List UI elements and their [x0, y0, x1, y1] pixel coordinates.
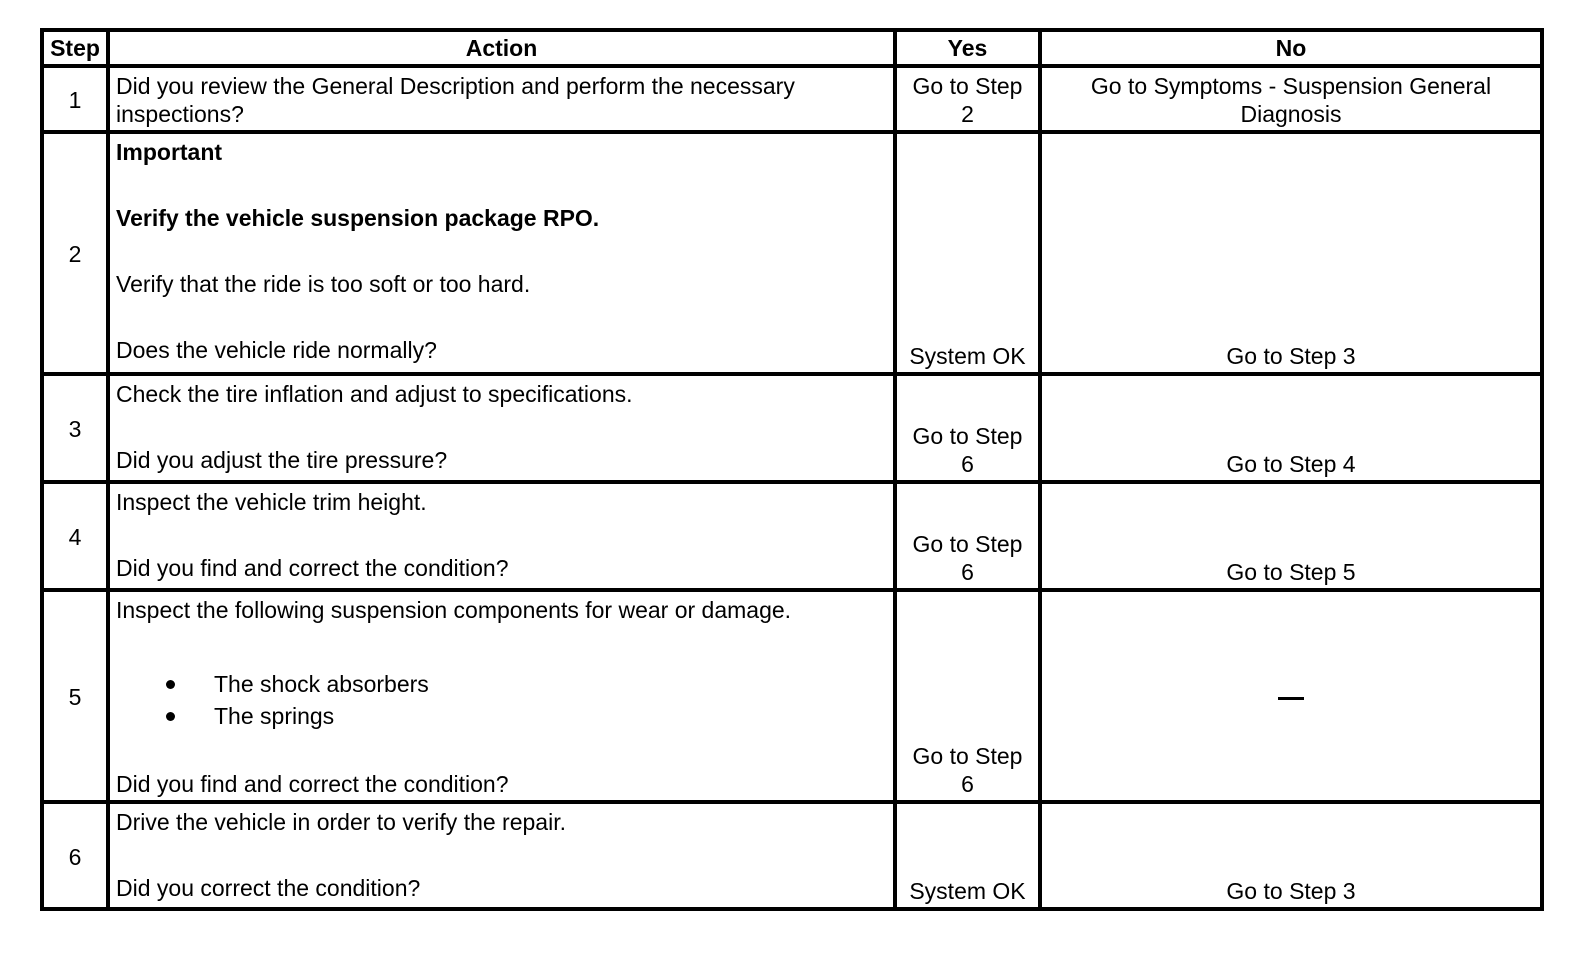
- table-row: [42, 482, 1542, 590]
- yes-text: Go to Step 6: [912, 531, 1023, 585]
- list-item: [116, 668, 887, 700]
- step-number: 2: [42, 132, 108, 374]
- table-row: [42, 66, 1542, 132]
- action-cell: [108, 66, 895, 132]
- spacer: [116, 298, 887, 336]
- spacer: [116, 232, 887, 270]
- important-label: Important: [116, 139, 223, 165]
- yes-text: System OK: [909, 343, 1026, 369]
- yes-cell: [895, 802, 1040, 909]
- component-list: [116, 668, 887, 732]
- action-text: Check the tire inflation and adjust to specifications.: [116, 381, 633, 407]
- list-item-text: The shock absorbers: [214, 671, 429, 697]
- action-text: Inspect the vehicle trim height.: [116, 489, 427, 515]
- list-item-text: The springs: [214, 703, 335, 729]
- action-question: Did you correct the condition?: [116, 875, 421, 901]
- table-row: [42, 132, 1542, 374]
- list-item: [116, 700, 887, 732]
- yes-text: Go to Step 6: [912, 423, 1023, 477]
- yes-text: System OK: [909, 878, 1026, 904]
- action-question: Did you adjust the tire pressure?: [116, 447, 448, 473]
- action-cell: [108, 802, 895, 909]
- action-cell: [108, 482, 895, 590]
- yes-cell: [895, 132, 1040, 374]
- no-text: Go to Step 3: [1226, 343, 1356, 369]
- yes-cell: [895, 66, 1040, 132]
- no-text: Go to Step 3: [1226, 878, 1356, 904]
- header-no: No: [1040, 30, 1542, 66]
- action-question: Does the vehicle ride normally?: [116, 337, 437, 363]
- no-cell: [1040, 802, 1542, 909]
- yes-cell: [895, 590, 1040, 802]
- action-question: Did you find and correct the condition?: [116, 555, 509, 581]
- header-step: Step: [42, 30, 108, 66]
- header-action: Action: [108, 30, 895, 66]
- spacer: [116, 408, 887, 446]
- action-text: Did you review the General Description and perform the necessary inspections?: [116, 73, 795, 127]
- action-cell: [108, 132, 895, 374]
- action-question: Did you find and correct the condition?: [116, 771, 509, 797]
- step-number: 5: [42, 590, 108, 802]
- important-text: Verify the vehicle suspension package RPO.: [116, 205, 600, 231]
- yes-cell: [895, 374, 1040, 482]
- bullet-icon: [166, 680, 175, 689]
- no-cell: [1040, 590, 1542, 802]
- no-cell: [1040, 66, 1542, 132]
- action-cell: [108, 590, 895, 802]
- header-yes: Yes: [895, 30, 1040, 66]
- step-number: 3: [42, 374, 108, 482]
- spacer: [116, 516, 887, 554]
- spacer: [116, 166, 887, 204]
- step-number: 6: [42, 802, 108, 909]
- no-text: [1304, 683, 1305, 684]
- step-number: 1: [42, 66, 108, 132]
- table-header-row: [42, 30, 1542, 66]
- no-cell: [1040, 482, 1542, 590]
- spacer: [116, 732, 887, 770]
- spacer: [116, 624, 887, 668]
- action-text: Drive the vehicle in order to verify the repair.: [116, 809, 566, 835]
- action-text: Verify that the ride is too soft or too hard.: [116, 271, 531, 297]
- action-cell: [108, 374, 895, 482]
- step-number: 4: [42, 482, 108, 590]
- diagnostic-table: [40, 28, 1544, 911]
- no-text: Go to Step 4: [1226, 451, 1356, 477]
- action-text: Inspect the following suspension components for wear or damage.: [116, 597, 792, 623]
- table-row: [42, 374, 1542, 482]
- yes-cell: [895, 482, 1040, 590]
- yes-text: Go to Step 6: [912, 743, 1023, 797]
- no-text: Go to Step 5: [1226, 559, 1356, 585]
- no-cell: [1040, 132, 1542, 374]
- dash-mark: [1278, 697, 1304, 700]
- yes-text: Go to Step 2: [912, 73, 1023, 127]
- table-row: [42, 802, 1542, 909]
- bullet-icon: [166, 712, 175, 721]
- table-row: [42, 590, 1542, 802]
- no-cell: [1040, 374, 1542, 482]
- spacer: [116, 836, 887, 874]
- no-text: Go to Symptoms - Suspension General Diagnosis: [1090, 73, 1492, 127]
